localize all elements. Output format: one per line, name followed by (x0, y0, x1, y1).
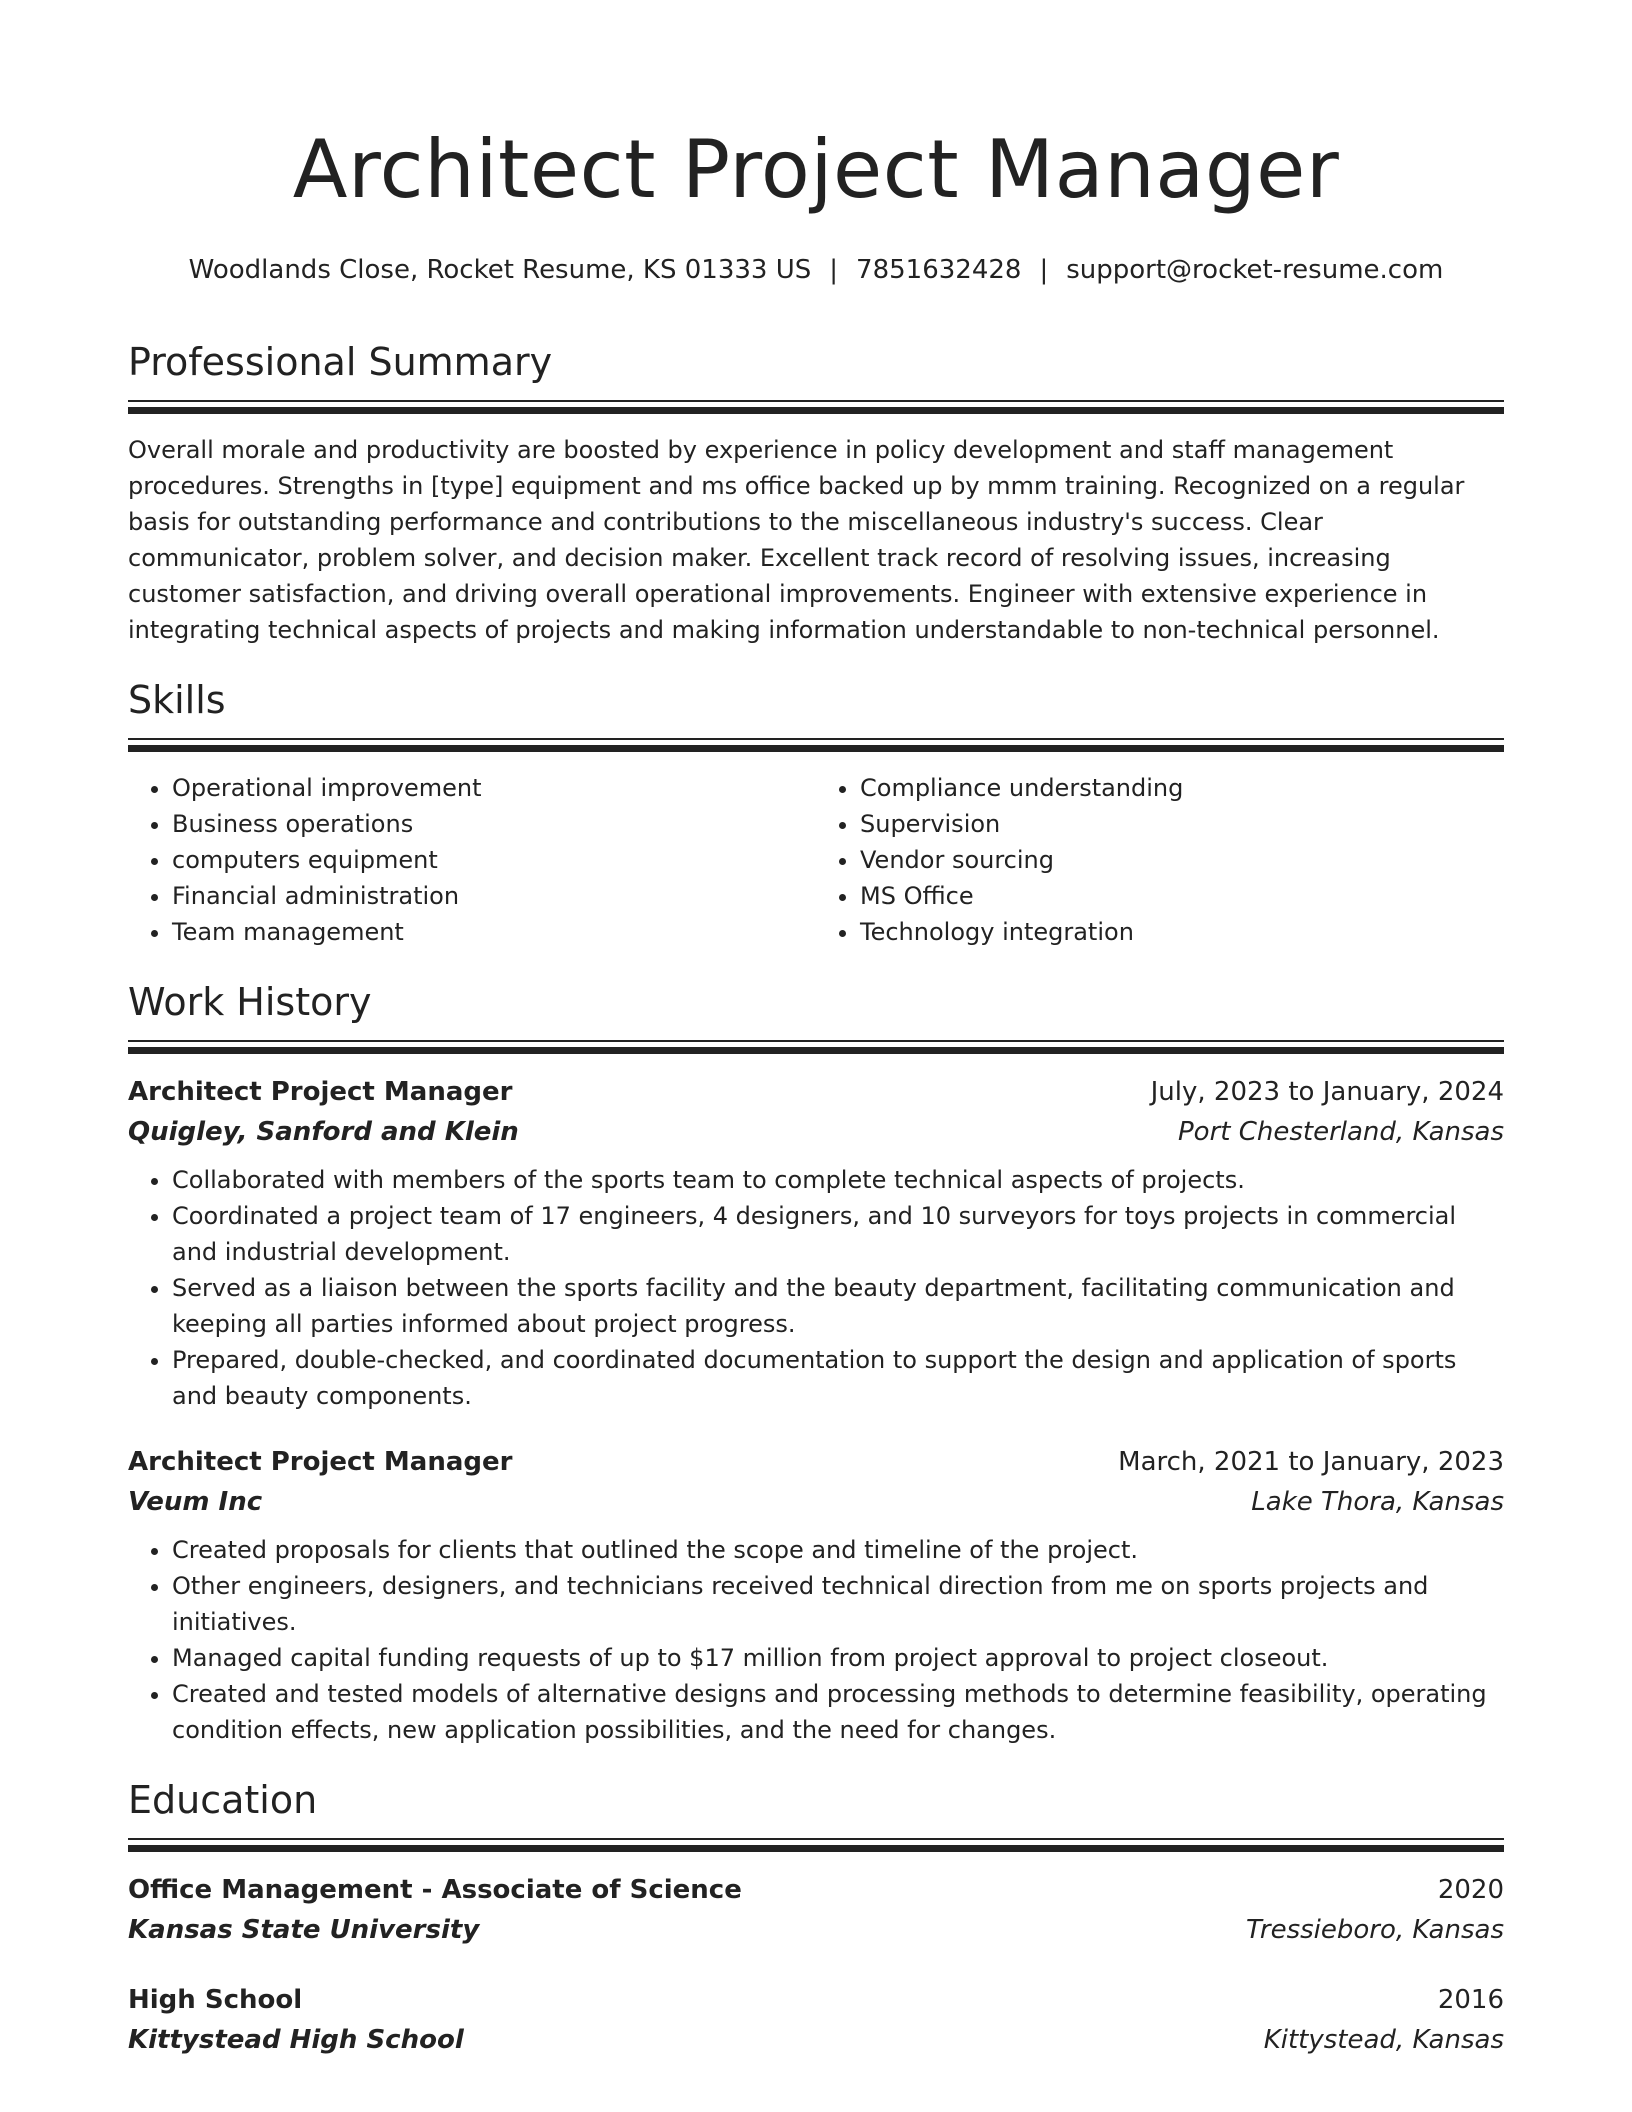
contact-line (128, 252, 1504, 288)
job-bullet: • Created and tested models of alternative designs and processing methods to determine feasibility, operating condition effects, new application possibilities, and the need for changes. (172, 1676, 1504, 1748)
section-divider (128, 738, 1504, 752)
education-degree: Office Management - Associate of Science (128, 1875, 742, 1905)
skill-item: • Compliance understanding (860, 770, 1504, 806)
education-entry (128, 1980, 1504, 2060)
job-header (128, 1442, 1504, 1482)
job-subheader (128, 1482, 1504, 1522)
job-location: Port Chesterland, Kansas (1177, 1117, 1504, 1147)
skill-item: • Team management (172, 914, 816, 950)
skills-list-right (816, 770, 1504, 950)
resume-name: Architect Project Manager (292, 123, 1340, 216)
job-bullet: • Created proposals for clients that outlined the scope and timeline of the project. (172, 1532, 1504, 1568)
skill-item: • computers equipment (172, 842, 816, 878)
section-title-work: Work History (128, 980, 372, 1024)
skill-item: • MS Office (860, 878, 1504, 914)
education-location: Tressieboro, Kansas (1246, 1915, 1504, 1945)
education-location: Kittystead, Kansas (1263, 2025, 1504, 2055)
skill-item: • Technology integration (860, 914, 1504, 950)
skills-list-left (128, 770, 816, 950)
job-bullet: • Managed capital funding requests of up to $17 million from project approval to project closeout. (172, 1640, 1504, 1676)
section-title-summary: Professional Summary (128, 340, 553, 384)
job-dates: July, 2023 to January, 2024 (1150, 1077, 1504, 1107)
skill-item: • Financial administration (172, 878, 816, 914)
skill-item: • Vendor sourcing (860, 842, 1504, 878)
job-bullets (128, 1532, 1504, 1748)
job-title: Architect Project Manager (128, 1077, 513, 1107)
contact-phone: 7851632428 (856, 255, 1022, 285)
section-divider (128, 1838, 1504, 1852)
skills-section (128, 676, 1504, 950)
education-subheader (128, 1910, 1504, 1950)
education-year: 2016 (1437, 1985, 1504, 2015)
job-bullets (128, 1162, 1504, 1414)
job-subheader (128, 1112, 1504, 1152)
job-company: Quigley, Sanford and Klein (128, 1117, 519, 1147)
skill-item: • Supervision (860, 806, 1504, 842)
education-school: Kittystead High School (128, 2025, 464, 2055)
job-dates: March, 2021 to January, 2023 (1118, 1447, 1504, 1477)
skill-item: • Business operations (172, 806, 816, 842)
job-entry (128, 1072, 1504, 1414)
education-degree: High School (128, 1985, 303, 2015)
job-bullet: • Other engineers, designers, and technicians received technical direction from me on sports projects and initiatives. (172, 1568, 1504, 1640)
job-location: Lake Thora, Kansas (1251, 1487, 1504, 1517)
education-header (128, 1980, 1504, 2020)
job-bullet: • Coordinated a project team of 17 engineers, 4 designers, and 10 surveyors for toys projects in commercial and industrial development. (172, 1198, 1504, 1270)
section-title-education: Education (128, 1778, 318, 1822)
job-entry (128, 1442, 1504, 1748)
summary-section (128, 338, 1504, 648)
contact-address: Woodlands Close, Rocket Resume, KS 01333 US (188, 255, 812, 285)
education-subheader (128, 2020, 1504, 2060)
contact-separator: | (829, 255, 839, 285)
job-bullet: • Collaborated with members of the sports team to complete technical aspects of projects. (172, 1162, 1504, 1198)
job-bullet: • Prepared, double-checked, and coordinated documentation to support the design and application of sports and beauty components. (172, 1342, 1504, 1414)
job-bullet: • Served as a liaison between the sports facility and the beauty department, facilitating communication and keeping all parties informed about project progress. (172, 1270, 1504, 1342)
education-entry (128, 1870, 1504, 1950)
summary-text: Overall morale and productivity are boosted by experience in policy development and staff management procedures. Strengths in [type] equipment and ms office backed up by mmm training. Recognized on a regular basis for outstanding performance and contributions to the miscellaneous industry's success. Clear communicator, problem solver, and decision maker. Excellent track record of resolving issues, increasing customer satisfaction, and driving overall operational improvements. Engineer with extensive experience in integrating technical aspects of projects and making information understandable to non-technical personnel. (128, 436, 1465, 644)
education-year: 2020 (1437, 1875, 1504, 1905)
contact-separator: | (1039, 255, 1049, 285)
section-divider (128, 400, 1504, 414)
job-header (128, 1072, 1504, 1112)
education-header (128, 1870, 1504, 1910)
education-school: Kansas State University (128, 1915, 480, 1945)
education-section (128, 1776, 1504, 2060)
skill-item: • Operational improvement (172, 770, 816, 806)
section-title-skills: Skills (128, 678, 226, 722)
contact-email: support@rocket-resume.com (1066, 255, 1444, 285)
section-divider (128, 1040, 1504, 1054)
work-section (128, 978, 1504, 1748)
job-title: Architect Project Manager (128, 1447, 513, 1477)
job-company: Veum Inc (128, 1487, 263, 1517)
skills-columns (128, 770, 1504, 950)
